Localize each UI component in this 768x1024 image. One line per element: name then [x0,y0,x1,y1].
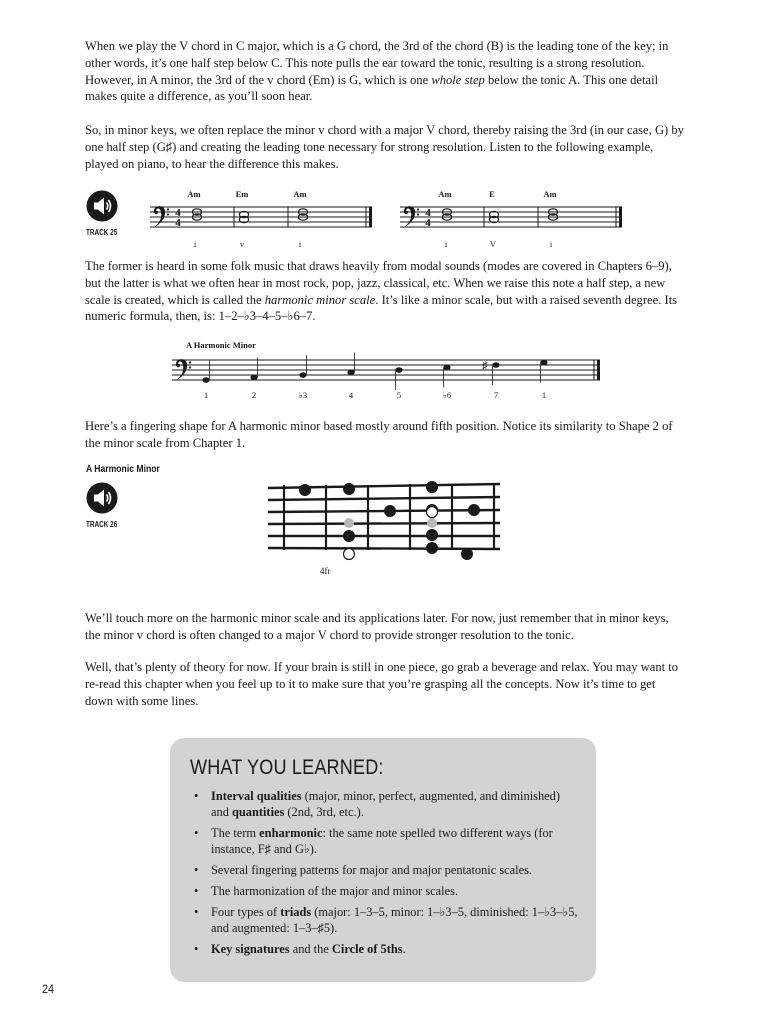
scale-degree: 1 [541,390,547,400]
sharp-accidental: ♯ [482,360,488,372]
box-title: WHAT YOU LEARNED: [190,756,384,779]
fret-dot-root [427,507,438,518]
fretboard-title: A Harmonic Minor [86,463,160,475]
paragraph-fingering-shape: Here’s a fingering shape for A harmonic minor based mostly around fifth position. Notice its similarity to Shape 2 of the minor scale from Chapter 1. [85,419,673,450]
fret-dot-root [344,549,355,560]
summary-list-item: • Interval qualities (major, minor, perfect, augmented, and diminished) and quantities (2nd, 3rd, etc.). [194,788,579,820]
roman-numeral: V [489,239,497,249]
scale-degree: 1 [203,390,209,400]
chord-symbol: Am [438,189,452,199]
summary-list-item: • Key signatures and the Circle of 5ths. [194,941,579,957]
fret-dot [461,548,473,560]
chord-symbol: E [489,189,495,199]
summary-list-item: • Several fingering patterns for major and major pentatonic scales. [194,862,579,878]
speaker-icon[interactable] [86,190,118,222]
roman-numeral: v [239,239,245,249]
roman-numeral: i [298,239,302,249]
chord-symbol: Am [187,189,201,199]
fret-dot [299,484,311,496]
summary-list-item: • The harmonization of the major and minor scales. [194,883,579,899]
fret-dot [343,483,355,495]
fret-dot [426,481,438,493]
roman-numeral: i [193,239,197,249]
page-number: 24 [42,982,55,996]
chord-symbol: Am [543,189,557,199]
fret-dot-gray [344,518,354,528]
summary-list-item: • The term enharmonic: the same note spelled two different ways (for instance, F♯ and G♭). [194,825,579,857]
scale-note [202,360,209,383]
paragraph-plenty-of-theory: Well, that’s plenty of theory for now. If your brain is still in one piece, go grab a beverage and relax. You may want to re-read this chapter when you feel up to it to make sure that you’re grasping all the concepts. Now it’s time to get down with some lines. [85,660,679,708]
scale-degree: ♭6 [442,390,452,400]
time-signature-top: 4 [425,207,431,219]
scale-note [492,362,499,385]
summary-list [194,788,579,962]
fret-position-label: 4fr [320,566,331,576]
scale-note [250,358,257,381]
fret-dot [384,505,396,517]
paragraph-leading-tone: When we play the V chord in C major, which is a G chord, the 3rd of the chord (B) is the leading tone of the key; in other words, it’s one half step below C. This note pulls the ear toward the tonic, resulting is a strong resolution. However, in A minor, the 3rd of the v chord (Em) is G, which is one whole step below the tonic A. This one detail makes quite a difference, as you’ll soon hear. [85,39,669,104]
fret-dot [426,529,438,541]
time-signature-bottom: 4 [425,217,431,229]
fretboard-diagram [262,478,507,578]
scale-note [299,355,306,378]
roman-numeral: i [549,239,553,249]
chord-example-staff [140,183,640,253]
paragraph-further-discussion: We’ll touch more on the harmonic minor scale and its applications later. For now, just remember that in minor keys, the minor v chord is often changed to a major V chord to provide stronger resolution to the tonic. [85,611,669,642]
scale-degree: 7 [493,390,499,400]
scale-degree: 4 [348,390,354,400]
scale-note [395,367,402,390]
scale-note [540,360,547,383]
fret-dot [426,542,438,554]
summary-list-item: • Four types of triads (major: 1–3–5, minor: 1–♭3–5, diminished: 1–♭3–♭5, and augmented: 1–3–♯5). [194,904,579,936]
what-you-learned-box [170,738,596,982]
scale-note [443,365,450,388]
time-signature-top: 4 [175,207,181,219]
chord-symbol: Am [293,189,307,199]
track-26-label: TRACK 26 [86,520,118,529]
paragraph-major-v-chord: So, in minor keys, we often replace the minor v chord with a major V chord, thereby raising the 3rd (in our case, G) by one half step (G♯) and creating the leading tone necessary for strong resolution. Listen to the following example, played on piano, to hear the difference this makes. [85,123,684,171]
scale-degree: 2 [251,390,257,400]
scale-degree: 5 [396,390,402,400]
chord-symbol: Em [235,189,249,199]
fret-dot-gray [427,518,437,528]
fret-dot [343,530,355,542]
fret-dot [468,504,480,516]
scale-degree: ♭3 [298,390,308,400]
time-signature-bottom: 4 [175,217,181,229]
track-25-label: TRACK 25 [86,228,118,237]
scale-title: A Harmonic Minor [186,340,256,350]
roman-numeral: i [444,239,448,249]
scale-note [347,353,354,376]
speaker-icon[interactable] [86,482,118,514]
paragraph-harmonic-minor: The former is heard in some folk music that draws heavily from modal sounds (modes are covered in Chapters 6–9), but the latter is what we often hear in most rock, pop, jazz, classical, etc. When we raise this note a half step, a new scale is created, which is called the harmonic minor scale. It’s like a minor scale, but with a raised seventh degree. Its numeric formula, then, is: 1–2–♭3–4–5–♭6–7. [85,259,678,324]
harmonic-minor-scale-staff [170,336,610,406]
